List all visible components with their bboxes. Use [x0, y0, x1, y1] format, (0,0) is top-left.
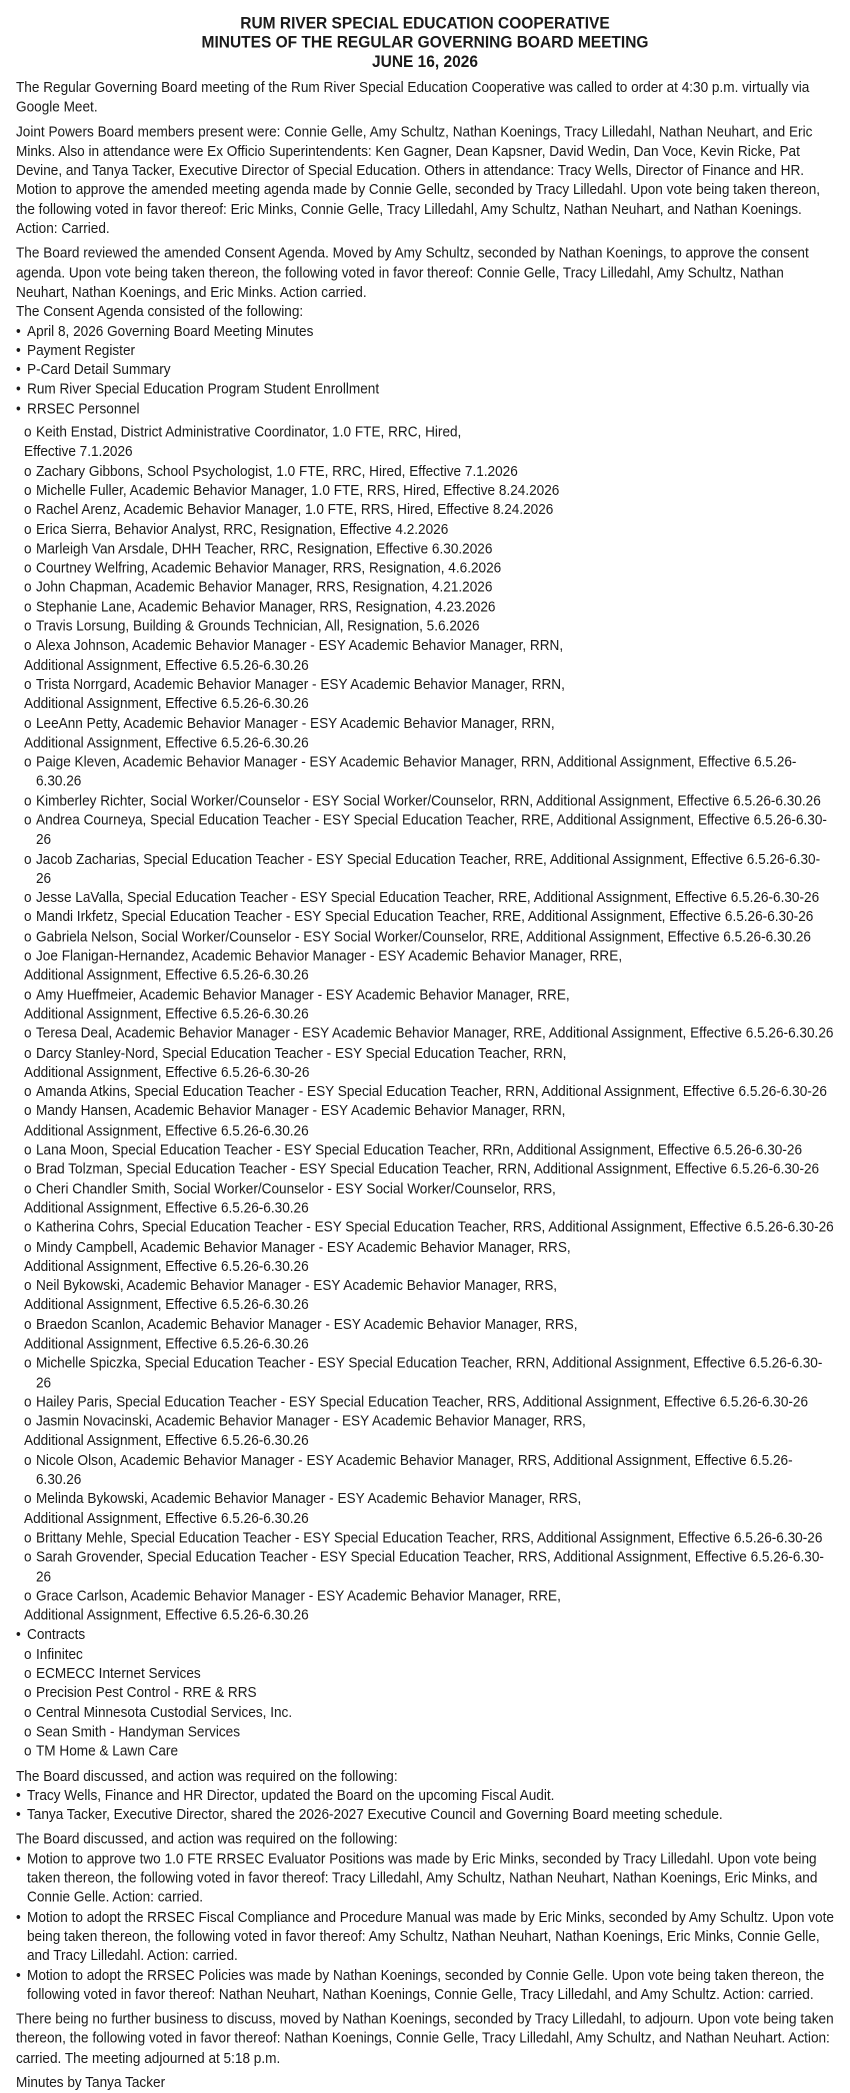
list-item: • Motion to approve two 1.0 FTE RRSEC Evaluator Positions was made by Eric Minks, seconded by Tracy Lilledahl. Upon vote being taken thereon, the following voted in favor thereof: Tracy Lilledahl, Amy Schultz, Nathan Neuhart, Nathan Koenings, Eric Minks, and Connie Gelle. Action: carried. [16, 1849, 834, 1907]
personnel-item [24, 617, 834, 636]
personnel-item-text: LeeAnn Petty, Academic Behavior Manager - ESY Academic Behavior Manager, RRN, [36, 714, 555, 731]
personnel-item-text: Paige Kleven, Academic Behavior Manager - ESY Academic Behavior Manager, RRN, Additional Assignment, Effective 6.5.26-6.30.26 [36, 753, 797, 790]
intro-paragraph: The Regular Governing Board meeting of the Rum River Special Education Cooperative was called to order at 4:30 p.m. virtually via Google Meet. [16, 79, 810, 115]
personnel-item [24, 1490, 834, 1529]
personnel-item-text: Kimberley Richter, Social Worker/Counselor - ESY Social Worker/Counselor, RRN, Additional Assignment, Effective 6.5.26-6.30.26 [36, 792, 821, 809]
personnel-item [24, 1528, 834, 1547]
personnel-item [24, 1276, 834, 1315]
list-item: • Motion to adopt the RRSEC Policies was made by Nathan Koenings, seconded by Connie Gelle. Upon vote being taken thereon, the following voted in favor thereof: Nathan Neuhart, Nathan Koenings, Connie Gelle, Tracy Lilledahl, and Amy Schultz. Action: carried. [16, 1966, 834, 2005]
personnel-item-text: Rachel Arenz, Academic Behavior Manager, 1.0 FTE, RRS, Hired, Effective 8.24.2026 [36, 501, 554, 518]
personnel-item-text: Marleigh Van Arsdale, DHH Teacher, RRC, Resignation, Effective 6.30.2026 [36, 540, 493, 557]
document-title: MINUTES OF THE REGULAR GOVERNING BOARD MEETING [201, 33, 649, 52]
list-item: • Rum River Special Education Program Student Enrollment [16, 380, 834, 399]
personnel-item [24, 888, 834, 907]
personnel-item-text: Jasmin Novacinski, Academic Behavior Manager - ESY Academic Behavior Manager, RRS, [36, 1413, 586, 1430]
discussion1-list [16, 1786, 834, 1825]
personnel-item-text: Joe Flanigan-Hernandez, Academic Behavior Manager - ESY Academic Behavior Manager, RRE, [36, 947, 623, 964]
list-item: o TM Home & Lawn Care [24, 1742, 834, 1761]
personnel-item-text: Grace Carlson, Academic Behavior Manager - ESY Academic Behavior Manager, RRE, [36, 1587, 561, 1604]
personnel-item-text: Travis Lorsung, Building & Grounds Technician, All, Resignation, 5.6.2026 [36, 617, 480, 634]
personnel-item [24, 1102, 834, 1141]
personnel-item [24, 501, 834, 520]
personnel-item-text: Zachary Gibbons, School Psychologist, 1.0 FTE, RRC, Hired, Effective 7.1.2026 [36, 462, 518, 479]
personnel-item [24, 1451, 834, 1490]
personnel-item-text: Mandi Irkfetz, Special Education Teacher - ESY Special Education Teacher, RRE, Additional Assignment, Effective 6.5.26-6.30-26 [36, 908, 814, 925]
personnel-item-text: Darcy Stanley-Nord, Special Education Teacher - ESY Special Education Teacher, RRN, [36, 1044, 567, 1061]
personnel-item-text: Keith Enstad, District Administrative Coordinator, 1.0 FTE, RRC, Hired, [36, 424, 462, 440]
personnel-item [24, 1082, 834, 1101]
personnel-item-text: Stephanie Lane, Academic Behavior Manager, RRS, Resignation, 4.23.2026 [36, 598, 496, 615]
personnel-item [24, 985, 834, 1024]
personnel-item-text: Amy Hueffmeier, Academic Behavior Manager - ESY Academic Behavior Manager, RRE, [36, 986, 570, 1003]
discussion2-list [16, 1849, 834, 2004]
list-item: • Payment Register [16, 341, 834, 360]
personnel-item-text: Amanda Atkins, Special Education Teacher - ESY Special Education Teacher, RRN, Additional Assignment, Effective 6.5.26-6.30-26 [36, 1083, 827, 1100]
personnel-item-continuation: Additional Assignment, Effective 6.5.26-6.30.26 [24, 1607, 309, 1624]
personnel-item-text: Brittany Mehle, Special Education Teacher - ESY Special Education Teacher, RRS, Additional Assignment, Effective 6.5.26-6.30-26 [36, 1529, 823, 1546]
personnel-item-text: Teresa Deal, Academic Behavior Manager - ESY Academic Behavior Manager, RRE, Additional Assignment, Effective 6.5.26-6.30.26 [36, 1025, 834, 1042]
list-item: • P-Card Detail Summary [16, 361, 834, 380]
adjourn-paragraph: There being no further business to discuss, moved by Nathan Koenings, seconded by Tracy Lilledahl, to adjourn. Upon vote being taken thereon, the following voted in favor thereof: Nathan Koenings, Connie Gelle, Tracy Lilledahl, Amy Schultz, and Nathan Neuhart. Action: carried. The meeting adjourned at 5:18 p.m. [16, 2010, 834, 2066]
discussion1-intro: The Board discussed, and action was required on the following: [16, 1767, 398, 1784]
personnel-item [24, 636, 834, 675]
personnel-item-continuation: Additional Assignment, Effective 6.5.26-6.30-26 [24, 1064, 310, 1080]
personnel-item [24, 1160, 834, 1179]
personnel-item-continuation: Additional Assignment, Effective 6.5.26-6.30.26 [24, 1199, 309, 1216]
personnel-item-text: Neil Bykowski, Academic Behavior Manager - ESY Academic Behavior Manager, RRS, [36, 1277, 558, 1294]
personnel-item-text: Mandy Hansen, Academic Behavior Manager - ESY Academic Behavior Manager, RRN, [36, 1102, 566, 1119]
personnel-item [24, 1238, 834, 1277]
personnel-item [24, 1024, 834, 1043]
personnel-item [24, 1179, 834, 1218]
personnel-item-text: Melinda Bykowski, Academic Behavior Manager - ESY Academic Behavior Manager, RRS, [36, 1490, 582, 1507]
attendance-paragraph: Joint Powers Board members present were: Connie Gelle, Amy Schultz, Nathan Koenings, Tracy Lilledahl, Nathan Neuhart, and Eric Minks. Also in attendance were Ex Officio Superintendents: Ken Gagner, Dean Kapsner, David Wedin, Dan Voce, Kevin Ricke, Pat Devine, and Tanya Tacker, Executive Director of Special Education. Others in attendance: Tracy Wells, Director of Finance and HR. Motion to approve the amended meeting agenda made by Connie Gelle, seconded by Tracy Lilledahl. Upon vote being taken thereon, the following voted in favor thereof: Eric Minks, Connie Gelle, Tracy Lilledahl, Amy Schultz, Nathan Neuhart, and Nathan Koenings. Action: Carried. [16, 123, 821, 237]
personnel-item [24, 1587, 834, 1626]
personnel-item-text: Braedon Scanlon, Academic Behavior Manager - ESY Academic Behavior Manager, RRS, [36, 1316, 578, 1333]
personnel-item-continuation: Additional Assignment, Effective 6.5.26-6.30.26 [24, 656, 309, 673]
personnel-item [24, 675, 834, 714]
list-item: • RRSEC Personnel [16, 399, 834, 418]
personnel-item-text: Mindy Campbell, Academic Behavior Manager - ESY Academic Behavior Manager, RRS, [36, 1238, 571, 1255]
meeting-date: JUNE 16, 2026 [372, 52, 478, 72]
personnel-item-text: Cheri Chandler Smith, Social Worker/Counselor - ESY Social Worker/Counselor, RRS, [36, 1180, 556, 1197]
contracts-section [16, 1625, 834, 1644]
personnel-item [24, 423, 834, 462]
personnel-item [24, 850, 834, 889]
personnel-item-continuation: Additional Assignment, Effective 6.5.26-6.30.26 [24, 1258, 309, 1274]
contracts-label: • Contracts [16, 1625, 834, 1644]
personnel-item-text: Sarah Grovender, Special Education Teacher - ESY Special Education Teacher, RRS, Additional Assignment, Effective 6.5.26-6.30-26 [36, 1548, 824, 1585]
personnel-item [24, 1044, 834, 1083]
personnel-item-continuation: Additional Assignment, Effective 6.5.26-6.30.26 [24, 734, 309, 751]
personnel-item [24, 927, 834, 946]
personnel-item-text: Erica Sierra, Behavior Analyst, RRC, Resignation, Effective 4.2.2026 [36, 521, 449, 537]
personnel-item-text: Michelle Fuller, Academic Behavior Manager, 1.0 FTE, RRS, Hired, Effective 8.24.2026 [36, 482, 560, 499]
personnel-item-text: Alexa Johnson, Academic Behavior Manager - ESY Academic Behavior Manager, RRN, [36, 637, 564, 654]
personnel-item [24, 1412, 834, 1451]
personnel-item [24, 1218, 834, 1237]
personnel-item [24, 1141, 834, 1160]
personnel-item-text: Gabriela Nelson, Social Worker/Counselor - ESY Social Worker/Counselor, RRE, Additional Assignment, Effective 6.5.26-6.30.26 [36, 928, 811, 945]
list-item: o Central Minnesota Custodial Services, Inc. [24, 1703, 834, 1722]
personnel-item [24, 791, 834, 810]
personnel-item-text: Jesse LaValla, Special Education Teacher - ESY Special Education Teacher, RRE, Additional Assignment, Effective 6.5.26-6.30-26 [36, 889, 820, 906]
personnel-item-text: Andrea Courneya, Special Education Teacher - ESY Special Education Teacher, RRE, Additional Assignment, Effective 6.5.26-6.30-26 [36, 811, 827, 848]
discussion2-intro: The Board discussed, and action was required on the following: [16, 1831, 398, 1847]
personnel-item-continuation: Effective 7.1.2026 [24, 443, 133, 460]
personnel-item [24, 1354, 834, 1393]
list-item: • Tracy Wells, Finance and HR Director, updated the Board on the upcoming Fiscal Audit. [16, 1786, 834, 1805]
personnel-item-continuation: Additional Assignment, Effective 6.5.26-6.30.26 [24, 1122, 309, 1139]
personnel-item-text: Courtney Welfring, Academic Behavior Manager, RRS, Resignation, 4.6.2026 [36, 559, 502, 576]
personnel-item-continuation: Additional Assignment, Effective 6.5.26-6.30.26 [24, 695, 309, 712]
list-item: o Infinitec [24, 1645, 834, 1664]
personnel-item-text: Lana Moon, Special Education Teacher - ESY Special Education Teacher, RRn, Additional Assignment, Effective 6.5.26-6.30-26 [36, 1141, 803, 1158]
personnel-item-continuation: Additional Assignment, Effective 6.5.26-6.30.26 [24, 1335, 309, 1352]
personnel-item-text: Trista Norrgard, Academic Behavior Manager - ESY Academic Behavior Manager, RRN, [36, 676, 565, 693]
personnel-item [24, 481, 834, 500]
list-item: • Motion to adopt the RRSEC Fiscal Compliance and Procedure Manual was made by Eric Minks, seconded by Amy Schultz. Upon vote being taken thereon, the following voted in favor thereof: Amy Schultz, Nathan Neuhart, Nathan Koenings, Eric Minks, Connie Gelle, and Tracy Lilledahl. Action: carried. [16, 1908, 834, 1966]
personnel-item-text: Jacob Zacharias, Special Education Teacher - ESY Special Education Teacher, RRE, Additional Assignment, Effective 6.5.26-6.30-26 [36, 850, 821, 887]
personnel-item-continuation: Additional Assignment, Effective 6.5.26-6.30.26 [24, 1296, 309, 1313]
personnel-list [16, 423, 834, 1625]
consent-items-list [16, 322, 834, 419]
personnel-item-continuation: Additional Assignment, Effective 6.5.26-6.30.26 [24, 967, 309, 984]
list-item: o ECMECC Internet Services [24, 1664, 834, 1683]
list-item: o Sean Smith - Handyman Services [24, 1722, 834, 1741]
personnel-item-text: John Chapman, Academic Behavior Manager, RRS, Resignation, 4.21.2026 [36, 579, 493, 596]
personnel-item-text: Hailey Paris, Special Education Teacher - ESY Special Education Teacher, RRS, Additional Assignment, Effective 6.5.26-6.30-26 [36, 1393, 809, 1410]
personnel-item [24, 1315, 834, 1354]
personnel-item [24, 598, 834, 617]
personnel-item [24, 753, 834, 792]
personnel-item-text: Nicole Olson, Academic Behavior Manager - ESY Academic Behavior Manager, RRS, Additional Assignment, Effective 6.5.26-6.30.26 [36, 1451, 793, 1488]
personnel-item-text: Brad Tolzman, Special Education Teacher - ESY Special Education Teacher, RRN, Additional Assignment, Effective 6.5.26-6.30-26 [36, 1161, 820, 1177]
personnel-item [24, 714, 834, 753]
consent-intro: The Consent Agenda consisted of the following: [16, 303, 304, 320]
personnel-item [24, 462, 834, 481]
contracts-list [16, 1645, 834, 1761]
personnel-item [24, 559, 834, 578]
personnel-item [24, 578, 834, 597]
personnel-item-continuation: Additional Assignment, Effective 6.5.26-6.30.26 [24, 1432, 309, 1449]
personnel-item-text: Katherina Cohrs, Special Education Teacher - ESY Special Education Teacher, RRS, Additional Assignment, Effective 6.5.26-6.30-26 [36, 1219, 834, 1236]
personnel-item-text: Michelle Spiczka, Special Education Teacher - ESY Special Education Teacher, RRN, Additional Assignment, Effective 6.5.26-6.30-26 [36, 1354, 823, 1391]
personnel-item [24, 811, 834, 850]
personnel-item [24, 539, 834, 558]
signature-line: Minutes by Tanya Tacker [16, 2074, 166, 2091]
personnel-item-continuation: Additional Assignment, Effective 6.5.26-6.30.26 [24, 1005, 309, 1022]
personnel-item [24, 947, 834, 986]
list-item: • April 8, 2026 Governing Board Meeting Minutes [16, 322, 834, 341]
consent-review-paragraph: The Board reviewed the amended Consent Agenda. Moved by Amy Schultz, seconded by Nathan Koenings, to approve the consent agenda. Upon vote being taken thereon, the following voted in favor thereof: Connie Gelle, Tracy Lilledahl, Amy Schultz, Nathan Neuhart, Nathan Koenings, and Eric Minks. Action carried. [16, 245, 809, 300]
list-item: o Precision Pest Control - RRE & RRS [24, 1684, 834, 1703]
personnel-item-continuation: Additional Assignment, Effective 6.5.26-6.30.26 [24, 1510, 309, 1527]
personnel-item [24, 1548, 834, 1587]
list-item: • Tanya Tacker, Executive Director, shared the 2026-2027 Executive Council and Governing Board meeting schedule. [16, 1805, 834, 1824]
personnel-item [24, 1393, 834, 1412]
org-title: RUM RIVER SPECIAL EDUCATION COOPERATIVE [240, 14, 610, 33]
personnel-item [24, 520, 834, 539]
personnel-item [24, 908, 834, 927]
